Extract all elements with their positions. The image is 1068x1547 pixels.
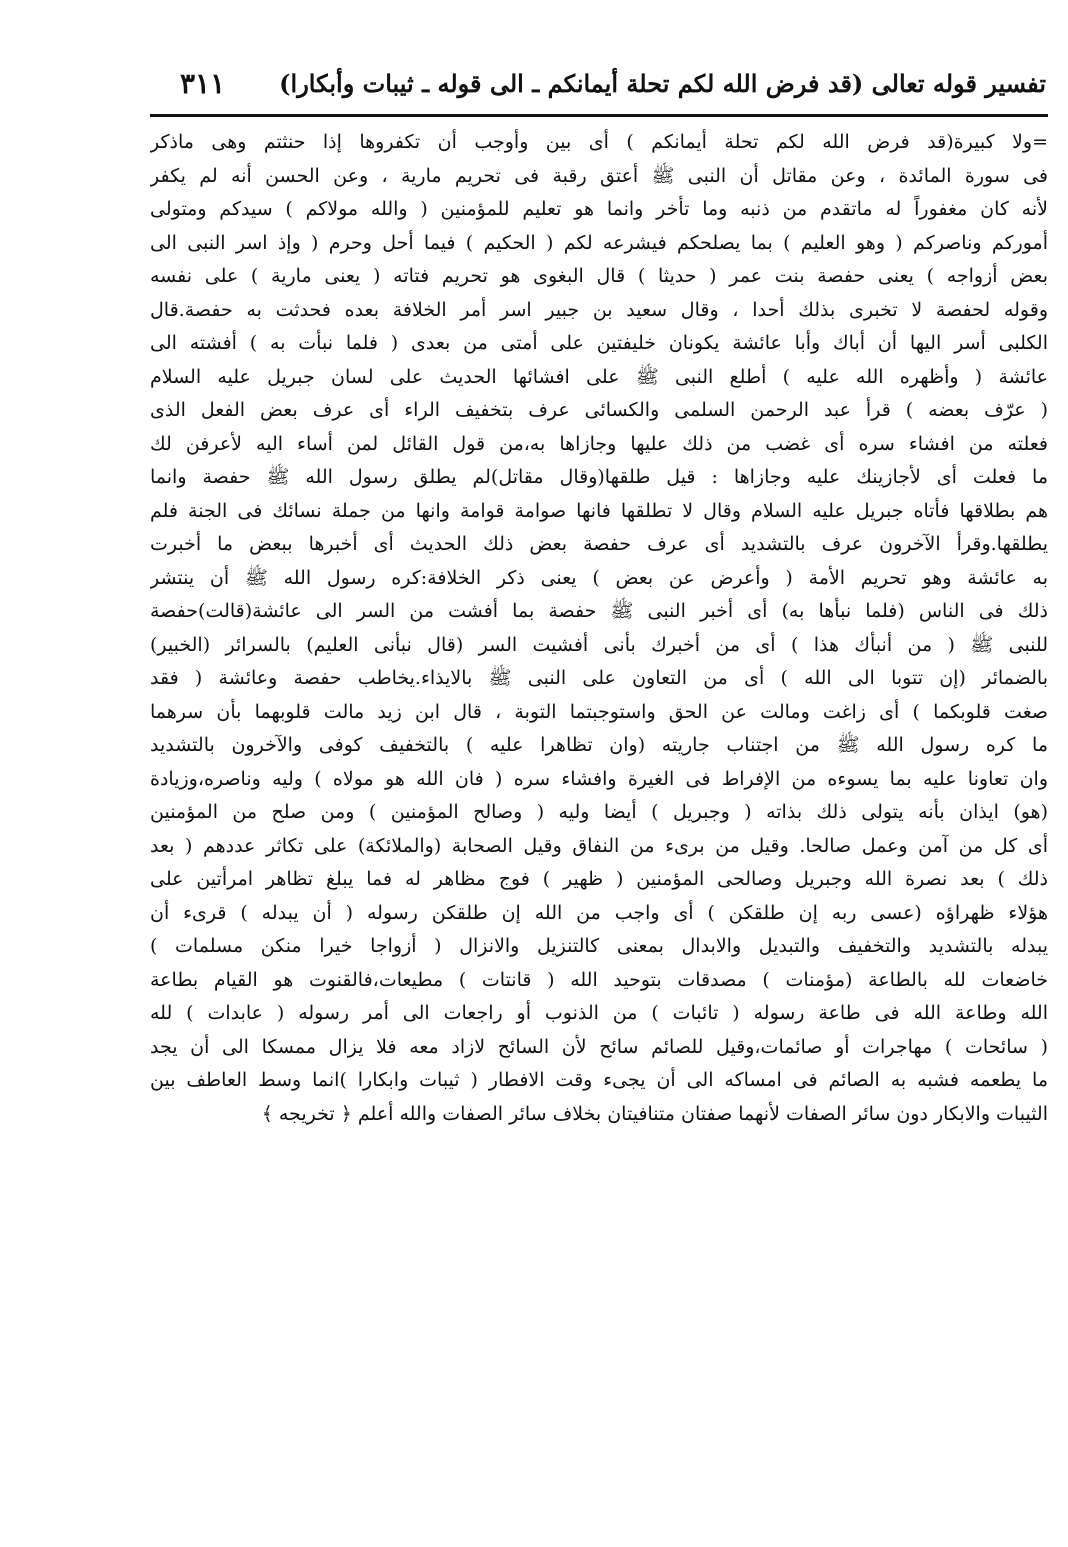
text-line: وان تعاونا عليه بما يسوءه من الإفراط فى الغيرة وافشاء سره ( فان الله هو مولاه ) وليه وناصره،وزيادة <box>150 767 1048 790</box>
text-line: الكلبى أسر اليها أن أباك وأبا عائشة يكونان خليفتين على أمتى من بعدى ( فلما نبأت به ) أفشته الى <box>150 332 1048 354</box>
text-line: ( عرّف بعضه ) قرأ عبد الرحمن السلمى والكسائى عرف بتخفيف الراء أى عرف بعض الفعل الذى <box>150 399 1048 421</box>
text-line: هؤلاء ظهراؤه (عسى ربه إن طلقكن ) أى واجب من الله إن طلقكن رسوله ( أن يبدله ) قرىء أن <box>150 901 1048 924</box>
commentary-text <box>150 126 1048 1496</box>
text-line: أموركم وناصركم ( وهو العليم ) بما يصلحكم فيشرعه لكم ( الحكيم ) فيما أحل وحرم ( وإذ اسر النبى الى <box>150 231 1048 254</box>
text-line: =ولا كبيرة(قد فرض الله لكم تحلة أيمانكم ) أى بين وأوجب أن تكفروها إذا حنثتم وهى ماذكر <box>150 131 1048 153</box>
text-line: بعض أزواجه ) يعنى حفصة بنت عمر ( حديثا ) قال البغوى هو تحريم فتاته ( يعنى مارية ) على نفسه <box>150 265 1048 287</box>
text-line: الله وطاعة الله فى طاعة رسوله ( تائبات ) من الذنوب أو راجعات الى أمر رسوله ( عابدات ) لله <box>150 1002 1048 1024</box>
text-line: ( سائحات ) مهاجرات أو صائمات،وقيل للصائم سائح لأن السائح لازاد معه فلا يزال ممسكا الى أن يجد <box>150 1035 1048 1058</box>
page-header <box>180 58 1046 108</box>
text-line: يطلقها.وقرأ الآخرون عرف بالتشديد أى عرف حفصة بعض ذلك الحديث أى أخبرها ببعض ما أخبرت <box>150 533 1048 555</box>
text-line: الثيبات والابكار دون سائر الصفات لأنهما صفتان متنافيتان بخلاف سائر الصفات والله أعلم ﴿ تخريجه ﴾ <box>261 1102 1048 1125</box>
text-line: هم بطلاقها فأتاه جبريل عليه السلام وقال لا تطلقها فانها صوامة قوامة وانها من جملة نسائك فى الجنة فلم <box>150 499 1048 522</box>
text-line: به عائشة وهو تحريم الأمة ( وأعرض عن بعض ) يعنى ذكر الخلافة:كره رسول الله ﷺ أن ينتشر <box>150 566 1048 589</box>
text-line: صغت قلوبكما ) أى زاغت ومالت عن الحق واستوجبتما التوبة ، قال ابن زيد مالت قلوبهما بأن سرهما <box>150 700 1048 723</box>
header-divider <box>150 114 1048 117</box>
text-line: عائشة ( وأظهره الله عليه ) أطلع النبى ﷺ على افشائها الحديث على لسان جبريل عليه السلام <box>150 365 1048 388</box>
text-line: بالضمائر (إن تتوبا الى الله ) أى من التعاون على النبى ﷺ بالايذاء.يخاطب حفصة وعائشة ( فقد <box>150 667 1048 689</box>
page-number: ٣١١ <box>180 66 226 100</box>
text-line: لأنه كان مغفوراً له ماتقدم من ذنبه وما تأخر وانما هو تعليم للمؤمنين ( والله مولاكم ) سيدكم ومتولى <box>150 198 1048 220</box>
text-line: أى كل من آمن وعمل صالحا. وقيل من برىء من النفاق وقيل الصحابة (والملائكة) على تكاثر عددهم ( بعد <box>150 834 1048 857</box>
text-line: ما كره رسول الله ﷺ من اجتناب جاريته (وان تظاهرا عليه ) بالتخفيف كوفى والآخرون بالتشديد <box>150 734 1048 756</box>
text-line: ذلك ) بعد نصرة الله وجبريل وصالحى المؤمنين ( ظهير ) فوج مظاهر له فما يبلغ تظاهر امرأتين على <box>150 868 1048 890</box>
text-line: وقوله لحفصة لا تخبرى بذلك أحدا ، وقال سعيد بن جبير اسر أمر الخلافة بعده فحدثت به حفصة.قال <box>150 298 1048 321</box>
text-line: ذلك فى الناس (فلما نبأها به) أى أخبر النبى ﷺ حفصة بما أفشت من السر الى عائشة(قالت)حفصة <box>150 600 1048 622</box>
text-line: ما يطعمه فشبه به الصائم فى امساكه الى أن يجىء وقت الافطار ( ثيبات وابكارا )انما وسط العاطف بين <box>150 1069 1048 1091</box>
running-title: تفسير قوله تعالى (قد فرض الله لكم تحلة أيمانكم ـ الى قوله ـ ثيبات وأبكارا) <box>279 68 1046 98</box>
text-line: (هو) ايذان بأنه يتولى ذلك بذاته ( وجبريل ) أيضا وليه ( وصالح المؤمنين ) ومن صلح من المؤمنين <box>150 801 1048 823</box>
text-line: فى سورة المائدة ، وعن مقاتل أن النبى ﷺ أعتق رقبة فى تحريم مارية ، وعن الحسن أنه لم يكفر <box>150 164 1048 187</box>
text-line: خاضعات لله بالطاعة (مؤمنات ) مصدقات بتوحيد الله ( قانتات ) مطيعات،فالقنوت هو القيام بطاعة <box>150 968 1048 991</box>
text-line: يبدله بالتشديد والتخفيف والتبديل والابدال بمعنى كالتنزيل والانزال ( أزواجا خيرا منكن مسلمات ) <box>150 935 1048 957</box>
text-line: للنبى ﷺ ( من أنبأك هذا ) أى من أخبرك بأنى أفشيت السر (قال نبأنى العليم) بالسرائر (الخبير) <box>150 633 1048 656</box>
text-line: فعلته من افشاء سره أى غضب من ذلك عليها وجازاها به،من قول القائل لمن أساء اليه لأعرفن لك <box>150 432 1048 455</box>
text-line: ما فعلت أى لأجازينك عليه وجازاها : قيل طلقها(وقال مقاتل)لم يطلق رسول الله ﷺ حفصة وانما <box>150 466 1048 488</box>
